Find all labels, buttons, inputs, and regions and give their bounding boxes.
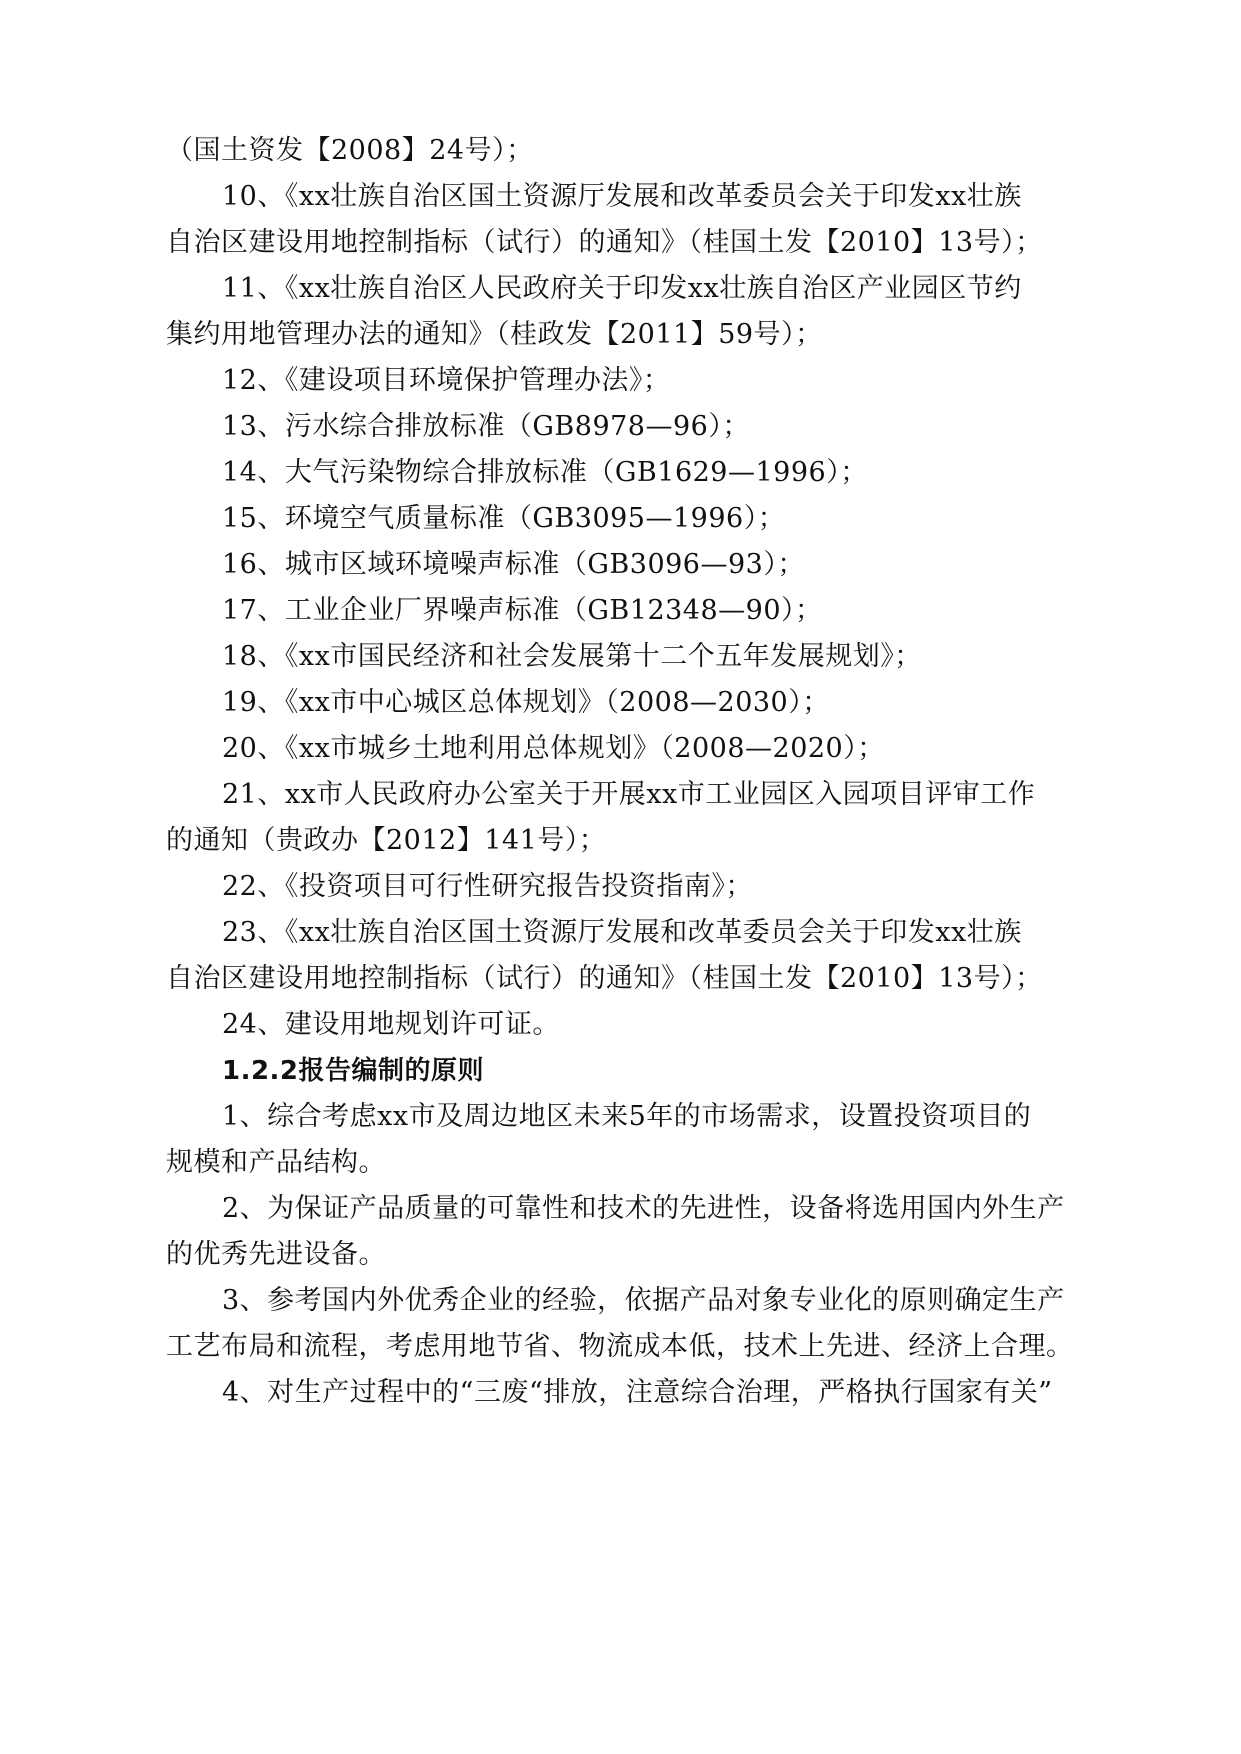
text-line: 24、建设用地规划许可证。 bbox=[222, 1009, 560, 1040]
text-line: 21、xx市人民政府办公室关于开展xx市工业园区入园项目评审工作 bbox=[222, 779, 1036, 810]
text-line: 17、工业企业厂界噪声标准（GB12348—90）； bbox=[222, 595, 823, 626]
text-line: 23、《xx壮族自治区国土资源厅发展和改革委员会关于印发xx壮族 bbox=[222, 917, 1022, 948]
text-line: 集约用地管理办法的通知》（桂政发【2011】59号）； bbox=[166, 319, 823, 350]
text-line: 14、大气污染物综合排放标准（GB1629—1996）； bbox=[222, 457, 868, 488]
text-line: 自治区建设用地控制指标（试行）的通知》（桂国土发【2010】13号）； bbox=[166, 227, 1043, 258]
text-line: 18、《xx市国民经济和社会发展第十二个五年发展规划》； bbox=[222, 641, 922, 672]
text-line: （国土资发【2008】24号）； bbox=[166, 135, 534, 166]
section-heading: 1.2.2报告编制的原则 bbox=[222, 1056, 485, 1086]
text-line: 4、对生产过程中的“三废“排放，注意综合治理，严格执行国家有关” bbox=[222, 1377, 1053, 1408]
text-line: 11、《xx壮族自治区人民政府关于印发xx壮族自治区产业园区节约 bbox=[222, 273, 1022, 304]
text-line: 22、《投资项目可行性研究报告投资指南》； bbox=[222, 871, 753, 902]
text-line: 的通知（贵政办【2012】141号）； bbox=[166, 825, 607, 856]
text-line: 20、《xx市城乡土地利用总体规划》（2008—2020）； bbox=[222, 733, 885, 764]
text-line: 10、《xx壮族自治区国土资源厅发展和改革委员会关于印发xx壮族 bbox=[222, 181, 1022, 212]
text-line: 12、《建设项目环境保护管理办法》； bbox=[222, 365, 671, 396]
text-line: 规模和产品结构。 bbox=[166, 1147, 386, 1178]
text-line: 2、为保证产品质量的可靠性和技术的先进性，设备将选用国内外生产 bbox=[222, 1193, 1065, 1224]
text-line: 3、参考国内外优秀企业的经验，依据产品对象专业化的原则确定生产 bbox=[222, 1285, 1065, 1316]
text-line: 15、环境空气质量标准（GB3095—1996）； bbox=[222, 503, 786, 534]
text-line: 自治区建设用地控制指标（试行）的通知》（桂国土发【2010】13号）； bbox=[166, 963, 1043, 994]
text-line: 13、污水综合排放标准（GB8978—96）； bbox=[222, 411, 750, 442]
text-line: 19、《xx市中心城区总体规划》（2008—2030）； bbox=[222, 687, 830, 718]
text-line: 16、城市区域环境噪声标准（GB3096—93）； bbox=[222, 549, 805, 580]
text-line: 工艺布局和流程，考虑用地节省、物流成本低，技术上先进、经济上合理。 bbox=[166, 1331, 1074, 1362]
text-line: 的优秀先进设备。 bbox=[166, 1239, 386, 1270]
text-line: 1、综合考虑xx市及周边地区未来5年的市场需求，设置投资项目的 bbox=[222, 1101, 1032, 1132]
